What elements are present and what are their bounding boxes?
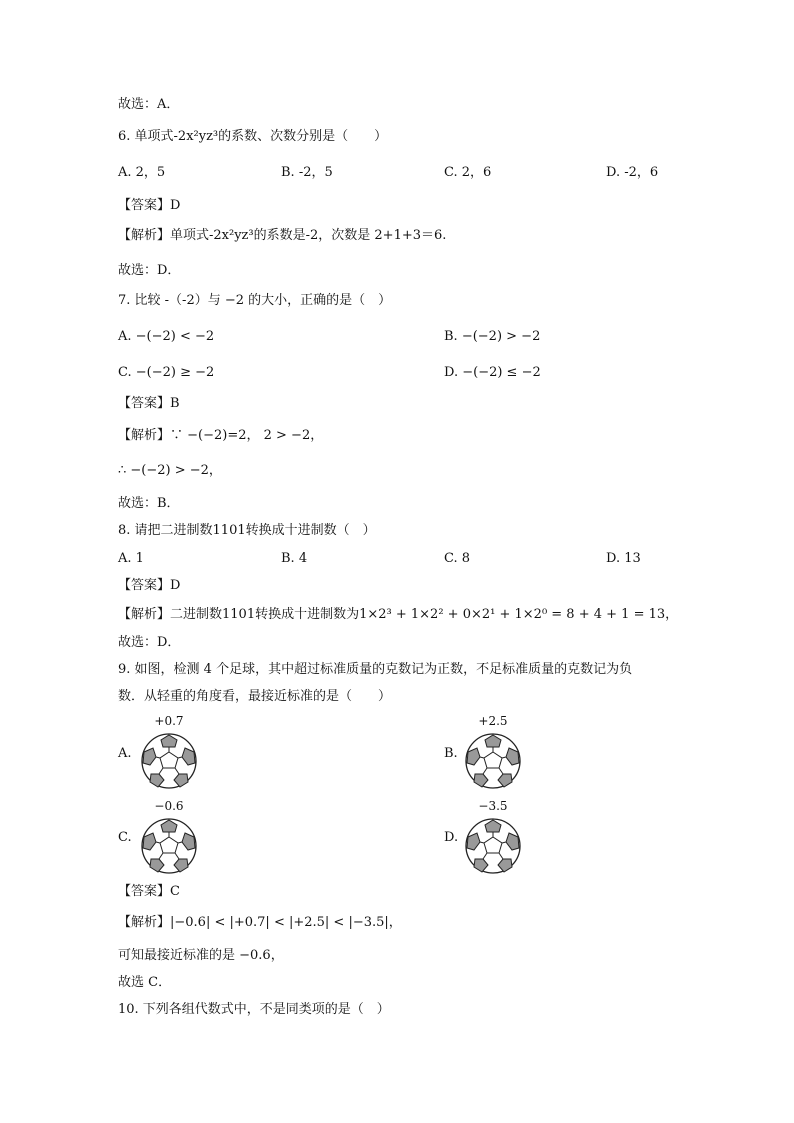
- question-9-line-2: 数．从轻重的角度看，最接近标准的是（ ）: [118, 689, 392, 704]
- q8-option-a: A. 1: [118, 551, 144, 566]
- q7-option-c: C. −(−2) ≥ −2: [118, 365, 215, 380]
- q8-select: 故选：D．: [118, 635, 181, 650]
- soccer-ball-icon: [139, 732, 199, 790]
- q7-select: 故选：B．: [118, 496, 180, 511]
- q9-ball-b-value: +2.5: [478, 714, 508, 728]
- q7-option-b: B. −(−2) > −2: [444, 329, 541, 344]
- q6-option-d: D. -2，6: [606, 165, 659, 180]
- q8-option-c: C. 8: [444, 551, 471, 566]
- q6-select: 故选：D．: [118, 263, 181, 278]
- q8-option-b: B. 4: [281, 551, 308, 566]
- q6-option-a: A. 2，5: [118, 165, 166, 180]
- q8-explanation-text: 【解析】二进制数1101转换成十进制数为: [118, 607, 360, 622]
- question-10: 10. 下列各组代数式中，不是同类项的是（ ）: [118, 1002, 390, 1017]
- q7-explanation-1: 【解析】∵ −(−2)=2， 2 > −2，: [118, 428, 324, 443]
- q9-option-b-label: B.: [444, 746, 458, 761]
- q6-option-b: B. -2，5: [281, 165, 333, 180]
- question-6: 6. 单项式-2x²yz³的系数、次数分别是（ ）: [118, 129, 388, 144]
- q8-option-d: D. 13: [606, 551, 641, 566]
- q6-answer: 【答案】D: [118, 198, 181, 213]
- q9-ball-d-value: −3.5: [478, 799, 508, 813]
- answer-select-5: 故选：A．: [118, 97, 180, 112]
- q8-explanation: [118, 606, 678, 624]
- q8-explanation-formula: 1×2³ + 1×2² + 0×2¹ + 1×2⁰ = 8 + 4 + 1 = 13，: [359, 607, 679, 622]
- q9-answer: 【答案】C: [118, 884, 180, 899]
- q9-option-d-label: D.: [444, 830, 459, 845]
- q7-option-a: A. −(−2) < −2: [118, 329, 215, 344]
- question-7: 7. 比较 -（-2）与 −2 的大小，正确的是（ ）: [118, 293, 392, 308]
- q9-option-a-label: A.: [118, 746, 132, 761]
- q7-explanation-2: ∴ −(−2) > −2，: [118, 463, 222, 478]
- q7-option-d: D. −(−2) ≤ −2: [444, 365, 541, 380]
- q9-ball-c-value: −0.6: [154, 799, 184, 813]
- soccer-ball-icon: [463, 732, 523, 790]
- q6-explanation: 【解析】单项式-2x²yz³的系数是-2，次数是 2+1+3＝6.: [118, 228, 447, 243]
- q9-ball-a-value: +0.7: [154, 714, 184, 728]
- q9-explanation-2: 可知最接近标准的是 −0.6，: [118, 948, 284, 963]
- q9-select: 故选 C．: [118, 975, 172, 990]
- soccer-ball-icon: [139, 817, 199, 875]
- q8-answer: 【答案】D: [118, 578, 181, 593]
- q6-option-c: C. 2，6: [444, 165, 492, 180]
- question-8: 8. 请把二进制数1101转换成十进制数（ ）: [118, 523, 376, 538]
- q9-explanation-1: 【解析】|−0.6| < |+0.7| < |+2.5| < |−3.5|，: [118, 915, 402, 930]
- q7-answer: 【答案】B: [118, 396, 180, 411]
- question-9-line-1: 9. 如图，检测 4 个足球，其中超过标准质量的克数记为正数，不足标准质量的克数记为负: [118, 662, 633, 677]
- q9-option-c-label: C.: [118, 830, 132, 845]
- soccer-ball-icon: [463, 817, 523, 875]
